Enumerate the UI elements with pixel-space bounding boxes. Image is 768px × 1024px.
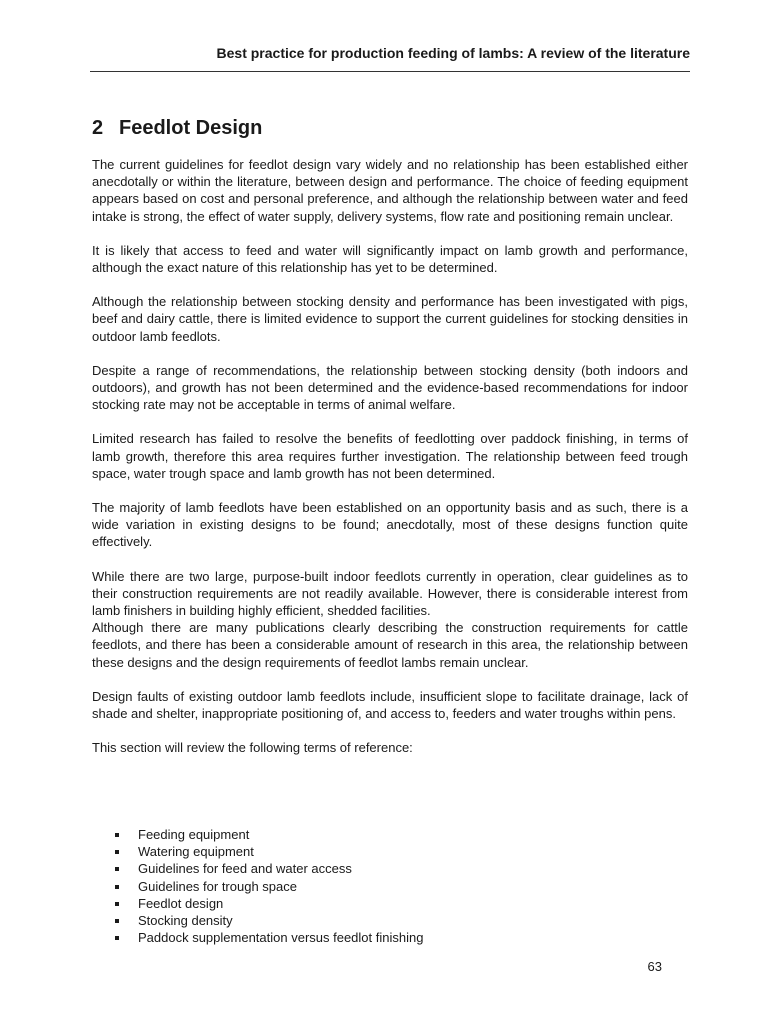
- paragraph: Although the relationship between stocking density and performance has been investigated with pigs, beef and dairy cattle, there is limited evidence to support the current guidelines for stocking densities in outdoor lamb feedlots.: [92, 294, 688, 344]
- section-number: 2: [92, 117, 104, 139]
- header-divider: [90, 71, 690, 72]
- bullet-icon: [115, 885, 119, 889]
- bullet-icon: [115, 919, 119, 923]
- list-item-text: Feeding equipment: [138, 827, 250, 842]
- running-header: Best practice for production feeding of lambs: A review of the literature: [216, 45, 690, 61]
- paragraph: Design faults of existing outdoor lamb feedlots include, insufficient slope to facilitate drainage, lack of shade and shelter, inappropriate positioning of, and access to, feeders and water troughs within pens.: [92, 688, 688, 722]
- paragraph: It is likely that access to feed and water will significantly impact on lamb growth and performance, although the exact nature of this relationship has yet to be determined.: [92, 242, 688, 276]
- paragraph: Limited research has failed to resolve the benefits of feedlotting over paddock finishing, in terms of lamb growth, therefore this area requires further investigation. The relationship between feed trough space, water trough space and lamb growth has not been determined.: [92, 431, 688, 481]
- bullet-icon: [115, 902, 119, 906]
- list-item: [92, 843, 688, 860]
- paragraph: Despite a range of recommendations, the relationship between stocking density (both indoors and outdoors), and growth has not been determined and the evidence-based recommendations for indoor stocking rate may not be acceptable in terms of animal welfare.: [92, 362, 688, 413]
- list-item-text: Feedlot design: [138, 895, 224, 911]
- list-item-text: Paddock supplementation versus feedlot finishing: [138, 930, 424, 946]
- bullet-icon: [115, 867, 119, 871]
- section-heading: [92, 115, 262, 141]
- body-text: [92, 156, 688, 773]
- section-title: Feedlot Design: [119, 117, 263, 139]
- paragraph: Although there are many publications clearly describing the construction requirements for cattle feedlots, and there has been a considerable amount of research in this area, the relationship between these designs and the design requirements of feedlot lambs remain unclear.: [92, 620, 688, 670]
- list-item: [92, 912, 688, 929]
- list-item-text: Watering equipment: [138, 844, 254, 860]
- bullet-icon: [115, 936, 119, 940]
- list-item: [92, 826, 688, 843]
- bullet-icon: [115, 850, 119, 854]
- terms-of-reference-list: [92, 826, 688, 946]
- bullet-icon: [115, 833, 119, 837]
- list-item: [92, 860, 688, 877]
- list-item: [92, 895, 688, 912]
- list-item: [92, 929, 688, 946]
- list-item-text: Guidelines for feed and water access: [138, 861, 352, 877]
- page-number: 63: [647, 959, 662, 974]
- list-item: [92, 878, 688, 895]
- list-item-text: Guidelines for trough space: [138, 878, 297, 894]
- paragraph: This section will review the following terms of reference:: [92, 740, 413, 756]
- paragraph: The majority of lamb feedlots have been established on an opportunity basis and as such, there is a wide variation in existing designs to be found; anecdotally, most of these designs function quite effectively.: [92, 500, 688, 550]
- paragraph: The current guidelines for feedlot design vary widely and no relationship has been established either anecdotally or within the literature, between design and performance. The choice of feeding equipment appears based on cost and personal preference, and although the relationship between water and feed intake is strong, the effect of water supply, delivery systems, flow rate and positioning remain unclear.: [92, 157, 688, 224]
- paragraph: While there are two large, purpose-built indoor feedlots currently in operation, clear guidelines as to their construction requirements are not readily available. However, there is considerable interest from lamb finishers in building highly efficient, shedded facilities.: [92, 568, 688, 619]
- list-item-text: Stocking density: [138, 913, 233, 929]
